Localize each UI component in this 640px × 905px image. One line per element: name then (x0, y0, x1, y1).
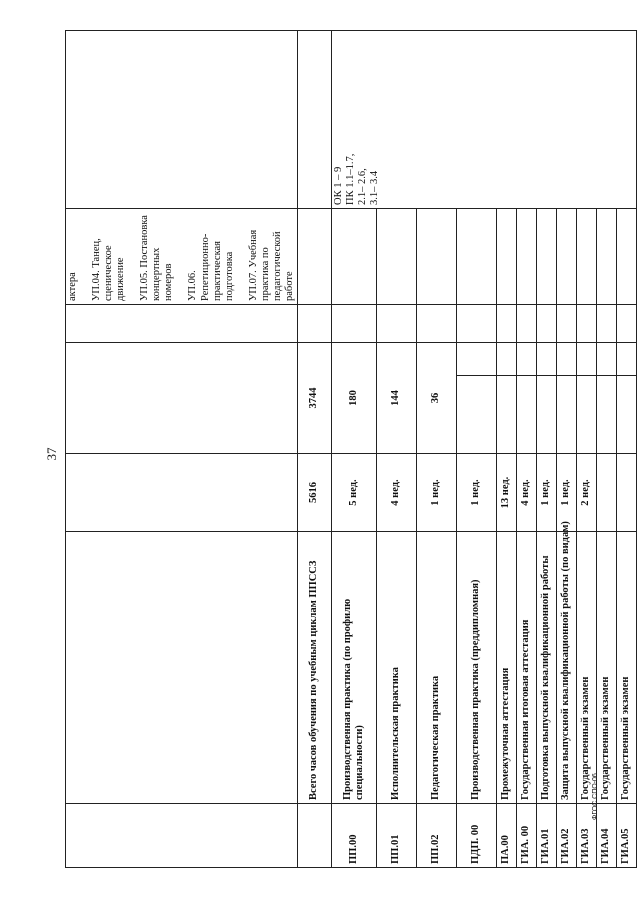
cell-empty (297, 31, 331, 209)
row-duration (596, 454, 616, 532)
cell-empty (376, 305, 416, 343)
cell-empty (297, 305, 331, 343)
practice-list-item: УП.04. Танец, сценическое движение (91, 238, 127, 301)
cell-empty (576, 376, 596, 454)
row-hours: 144 (376, 343, 416, 454)
cell-empty (496, 305, 516, 343)
row-code: ПП.01 (376, 804, 416, 868)
cell-empty (297, 804, 331, 868)
row-code: ГИА.03 (576, 804, 596, 868)
row-duration: 4 нед. (516, 454, 536, 532)
cell-empty (576, 209, 596, 305)
cell-empty (66, 532, 298, 804)
curriculum-table-rotated (65, 31, 632, 868)
row-hours: 36 (416, 343, 456, 454)
row-code: ГИА.05 (616, 804, 636, 868)
page-number: 37 (44, 447, 59, 461)
cell-empty (66, 305, 298, 343)
row-duration: 1 нед. (556, 454, 576, 532)
curriculum-table (65, 30, 637, 868)
cell-empty (616, 343, 636, 376)
cell-empty (556, 305, 576, 343)
cell-empty (556, 343, 576, 376)
row-duration (616, 454, 636, 532)
cell-empty (297, 209, 331, 305)
footer-mark: ФГОС СПО-06 (592, 773, 599, 820)
cell-empty (596, 343, 616, 376)
cell-empty (616, 305, 636, 343)
practice-list-item: УП.07. Учебная практика по педагогической работе (247, 229, 295, 301)
cell-empty (536, 376, 556, 454)
cell-empty (496, 376, 516, 454)
cell-empty (416, 209, 456, 305)
cell-empty (416, 305, 456, 343)
practice-list-item: актера (67, 272, 78, 301)
row-name: Защита выпускной квалификационной работы (по видам) (556, 532, 576, 804)
total-value-b: 3744 (297, 343, 331, 454)
cell-empty (496, 209, 516, 305)
row-duration: 2 нед. (576, 454, 596, 532)
cell-empty (536, 209, 556, 305)
cell-empty (556, 209, 576, 305)
row-duration: 5 нед. (331, 454, 376, 532)
cell-empty (66, 31, 298, 209)
cell-empty (496, 343, 516, 376)
competency-line: 3.1– 3.4 (369, 170, 381, 205)
table-row (331, 31, 376, 868)
row-code: ГИА.02 (556, 804, 576, 868)
competencies-cell (331, 31, 636, 209)
row-name: Государственная итоговая аттестация (516, 532, 536, 804)
row-name: Исполнительская практика (376, 532, 416, 804)
row-name: Государственный экзамен (596, 532, 616, 804)
practice-list-item: УП.06. Репетиционно-практическая подготовка (187, 233, 235, 301)
cell-empty (536, 305, 556, 343)
row-code: ПП.00 (331, 804, 376, 868)
practice-list-cell (66, 209, 298, 305)
row-code: ГИА. 00 (516, 804, 536, 868)
row-code: ГИА.04 (596, 804, 616, 868)
row-duration: 13 нед. (496, 454, 516, 532)
cell-empty (376, 209, 416, 305)
cell-empty (596, 305, 616, 343)
cell-empty (331, 305, 376, 343)
competency-line: ОК 1 – 9 (332, 166, 344, 205)
table-row-total (297, 31, 331, 868)
cell-empty (331, 209, 376, 305)
row-name: Государственный экзамен (576, 532, 596, 804)
cell-empty (66, 804, 298, 868)
row-name: Государственный экзамен (616, 532, 636, 804)
cell-empty (536, 343, 556, 376)
cell-empty (596, 209, 616, 305)
cell-empty (66, 343, 298, 454)
cell-empty (596, 376, 616, 454)
cell-empty (576, 343, 596, 376)
total-label: Всего часов обучения по учебным циклам ППССЗ (297, 532, 331, 804)
cell-empty (576, 305, 596, 343)
row-name: Промежуточная аттестация (496, 532, 516, 804)
row-name: Производственная практика (преддипломная) (456, 532, 496, 804)
row-code: ПП.02 (416, 804, 456, 868)
row-code: ПДП. 00 (456, 804, 496, 868)
cell-empty (616, 376, 636, 454)
row-duration: 4 нед. (376, 454, 416, 532)
total-value-a: 5616 (297, 454, 331, 532)
cell-empty (516, 343, 536, 376)
row-duration: 1 нед. (536, 454, 556, 532)
cell-empty (456, 305, 496, 343)
cell-empty (456, 376, 496, 454)
cell-empty (616, 209, 636, 305)
cell-empty (516, 209, 536, 305)
cell-empty (456, 343, 496, 376)
practice-list-item: УП.05. Постановка концертных номеров (139, 215, 175, 301)
cell-empty (456, 209, 496, 305)
row-duration: 1 нед. (416, 454, 456, 532)
table-row-top (66, 31, 298, 868)
competency-line: 2.1– 2.6, (357, 168, 369, 205)
cell-empty (556, 376, 576, 454)
cell-empty (516, 376, 536, 454)
row-code: ГИА.01 (536, 804, 556, 868)
row-duration: 1 нед. (456, 454, 496, 532)
cell-empty (516, 305, 536, 343)
cell-empty (66, 454, 298, 532)
row-name: Педагогическая практика (416, 532, 456, 804)
row-name: Производственная практика (по профилю специальности) (331, 532, 376, 804)
row-name: Подготовка выпускной квалификационной работы (536, 532, 556, 804)
row-hours: 180 (331, 343, 376, 454)
row-code: ПА.00 (496, 804, 516, 868)
competency-line: ПК 1.1–1.7, (345, 153, 356, 205)
